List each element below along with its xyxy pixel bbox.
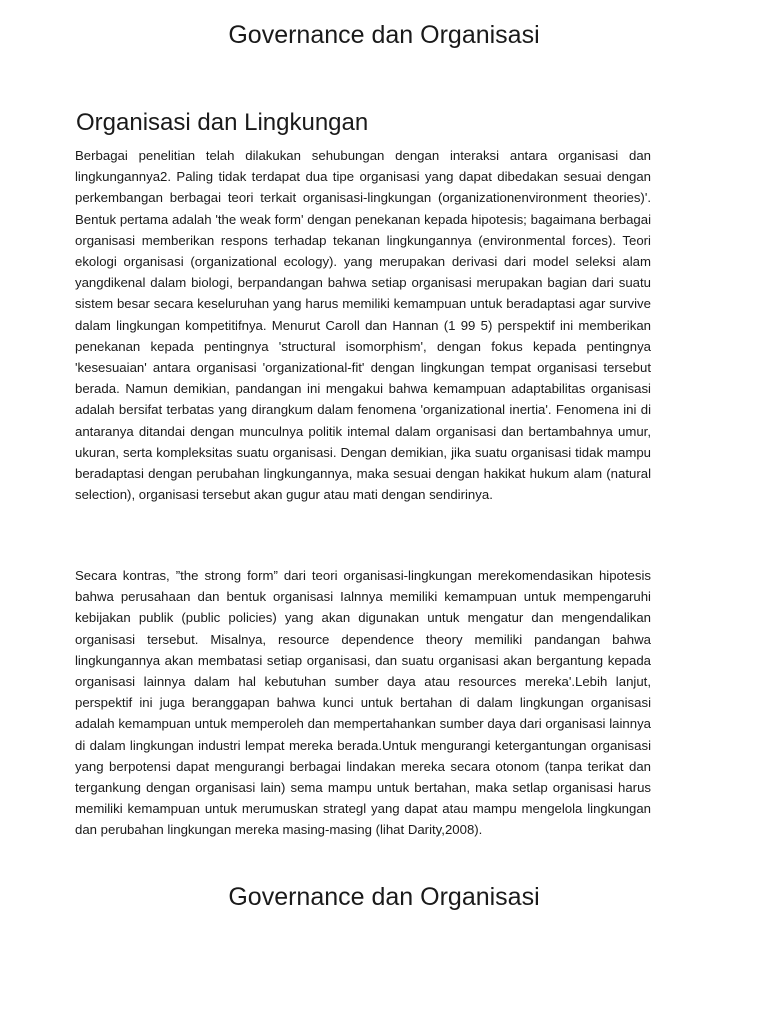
running-header-next-page: Governance dan Organisasi [228, 883, 540, 911]
body-paragraph-2: Secara kontras, ”the strong form” dari teori organisasi-lingkungan merekomendasikan hipotesis bahwa perusahaan dan bentuk organisasi Ialnnya memiliki kemampuan untuk mempengaruhi kebijakan publik (public policies) yang akan digunakan untuk mengatur dan mengendalikan organisasi tersebut. Misalnya, resource dependence theory memiliki pandangan bahwa lingkungannya akan membatasi setiap organisasi, dan suatu organisasi akan bergantung kepada organisasi lainnya dalam hal kebutuhan sumber daya atau resources mereka'.Lebih lanjut, perspektif ini juga beranggapan bahwa kunci untuk bertahan di dalam lingkungan organisasi adalah kemampuan untuk memperoleh dan mempertahankan sumber daya dari organisasi lainnya di dalam lingkungan industri lempat mereka berada.Untuk mengurangi ketergantungan organisasi yang berpotensi dapat mengurangi berbagai lindakan mereka secara otonom (tanpa terikat dan tergankung dengan organisasi lain) sema mampu untuk bertahan, maka setlap organisasi harus memiliki kemampuan untuk merumuskan strategl yang dapat atau mampu mengelola lingkungan dan perubahan lingkungan mereka masing-masing (lihat Darity,2008). [75, 568, 651, 838]
section-heading: Organisasi dan Lingkungan [76, 109, 369, 136]
running-header-top: Governance dan Organisasi [228, 21, 540, 49]
body-paragraph-1: Berbagai penelitian telah dilakukan sehubungan dengan interaksi antara organisasi dan lingkungannya2. Paling tidak terdapat dua tipe organisasi yang dapat dibedakan sesuai dengan perkembangan berbagai teori terkait organisasi-lingkungan (organizationenvironment theories)'. Bentuk pertama adalah 'the weak form' dengan penekanan kepada hipotesis; bagaimana berbagai organisasi memberikan respons terhadap tekanan lingkungannya (environmental forces). Teori ekologi organisasi (organizational ecology). yang merupakan derivasi dari model seleksi alam yangdikenal dalam biologi, berpandangan bahwa setiap organisasi merupakan bagian dari suatu sistem besar secara keseluruhan yang harus memiliki kemampuan untuk beradaptasi agar survive dalam lingkungan kompetitifnya. Menurut Caroll dan Hannan (1 99 5) perspektif ini memberikan penekanan kepada pentingnya 'structural isomorphism', dengan fokus kepada pentingnya 'kesesuaian' antara organisasi 'organizational-fit' dengan lingkungan tempat organisasi tersebut berada. Namun demikian, pandangan ini mengakui bahwa kemampuan adaptabilitas organisasi adalah bersifat terbatas yang dirangkum dalam fenomena 'organizational inertia'. Fenomena ini di antaranya ditandai dengan munculnya politik intemal dalam organisasi dan bertambahnya umur, ukuran, serta kompleksitas suatu organisasi. Dengan demikian, jika suatu organisasi tidak mampu beradaptasi dengan perubahan lingkungannya, maka sesuai dengan hakikat hukum alam (natural selection), organisasi tersebut akan gugur atau mati dengan sendirinya. [75, 148, 651, 503]
